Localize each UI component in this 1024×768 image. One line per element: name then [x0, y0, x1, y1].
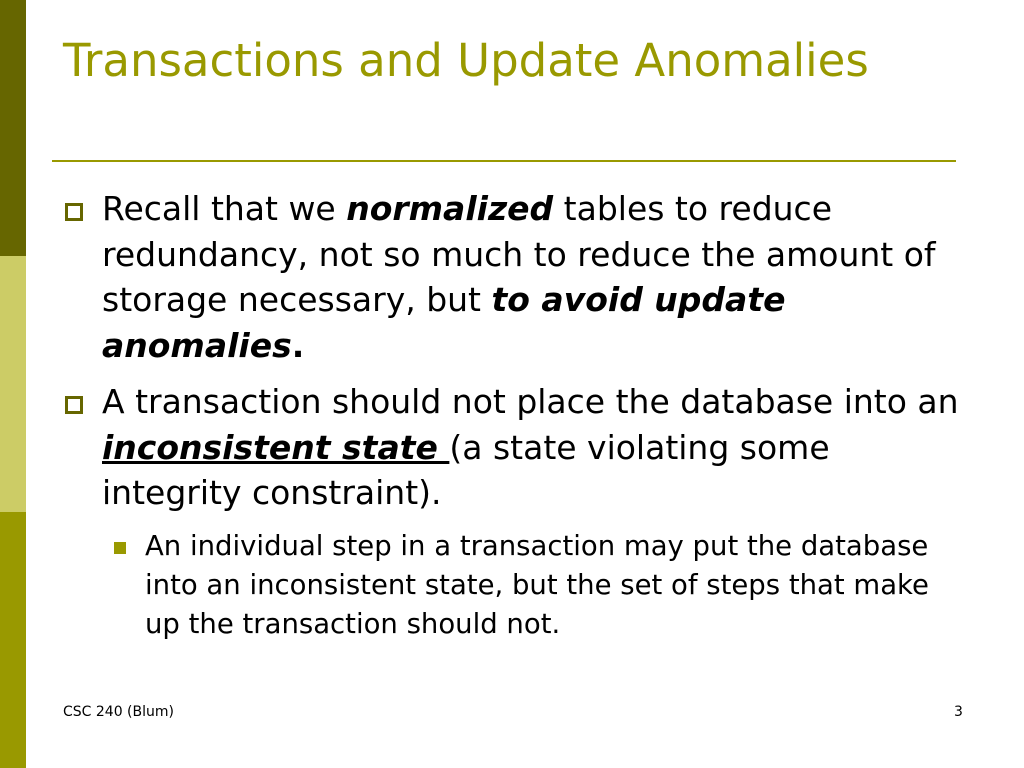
bullet-1-prefix: Recall that we	[102, 189, 347, 228]
bullet-2-emphasis-inconsistent-state: inconsistent state	[102, 427, 450, 467]
side-band-bottom	[0, 512, 26, 768]
sub-bullet-1	[111, 527, 965, 644]
slide-title: Transactions and Update Anomalies	[63, 34, 869, 87]
slide-body	[65, 186, 965, 644]
footer-page-number: 3	[954, 704, 963, 720]
bullet-1-end: .	[291, 325, 305, 365]
hollow-square-bullet-icon	[65, 203, 83, 221]
bullet-2	[65, 379, 965, 516]
bullet-1	[65, 186, 965, 368]
bullet-1-middle: tables to reduce redundancy, not so much to reduce the amount of storage necessary, but	[102, 189, 936, 319]
sub-bullet-1-text: An individual step in a transaction may put the database into an inconsistent state, but the set of steps that make up the transaction should not.	[145, 529, 929, 640]
side-band-top	[0, 0, 26, 256]
title-divider	[52, 160, 956, 162]
bullet-1-emphasis-normalized: normalized	[346, 189, 554, 228]
footer-course: CSC 240 (Blum)	[63, 704, 174, 720]
bullet-2-suffix: (a state violating some integrity constraint).	[102, 427, 830, 512]
filled-square-bullet-icon	[114, 542, 126, 554]
bullet-2-prefix: A transaction should not place the database into an	[102, 382, 959, 421]
hollow-square-bullet-icon	[65, 396, 83, 414]
side-band-middle	[0, 256, 26, 512]
bullet-1-emphasis-avoid-anomalies: to avoid update anomalies	[102, 280, 786, 365]
